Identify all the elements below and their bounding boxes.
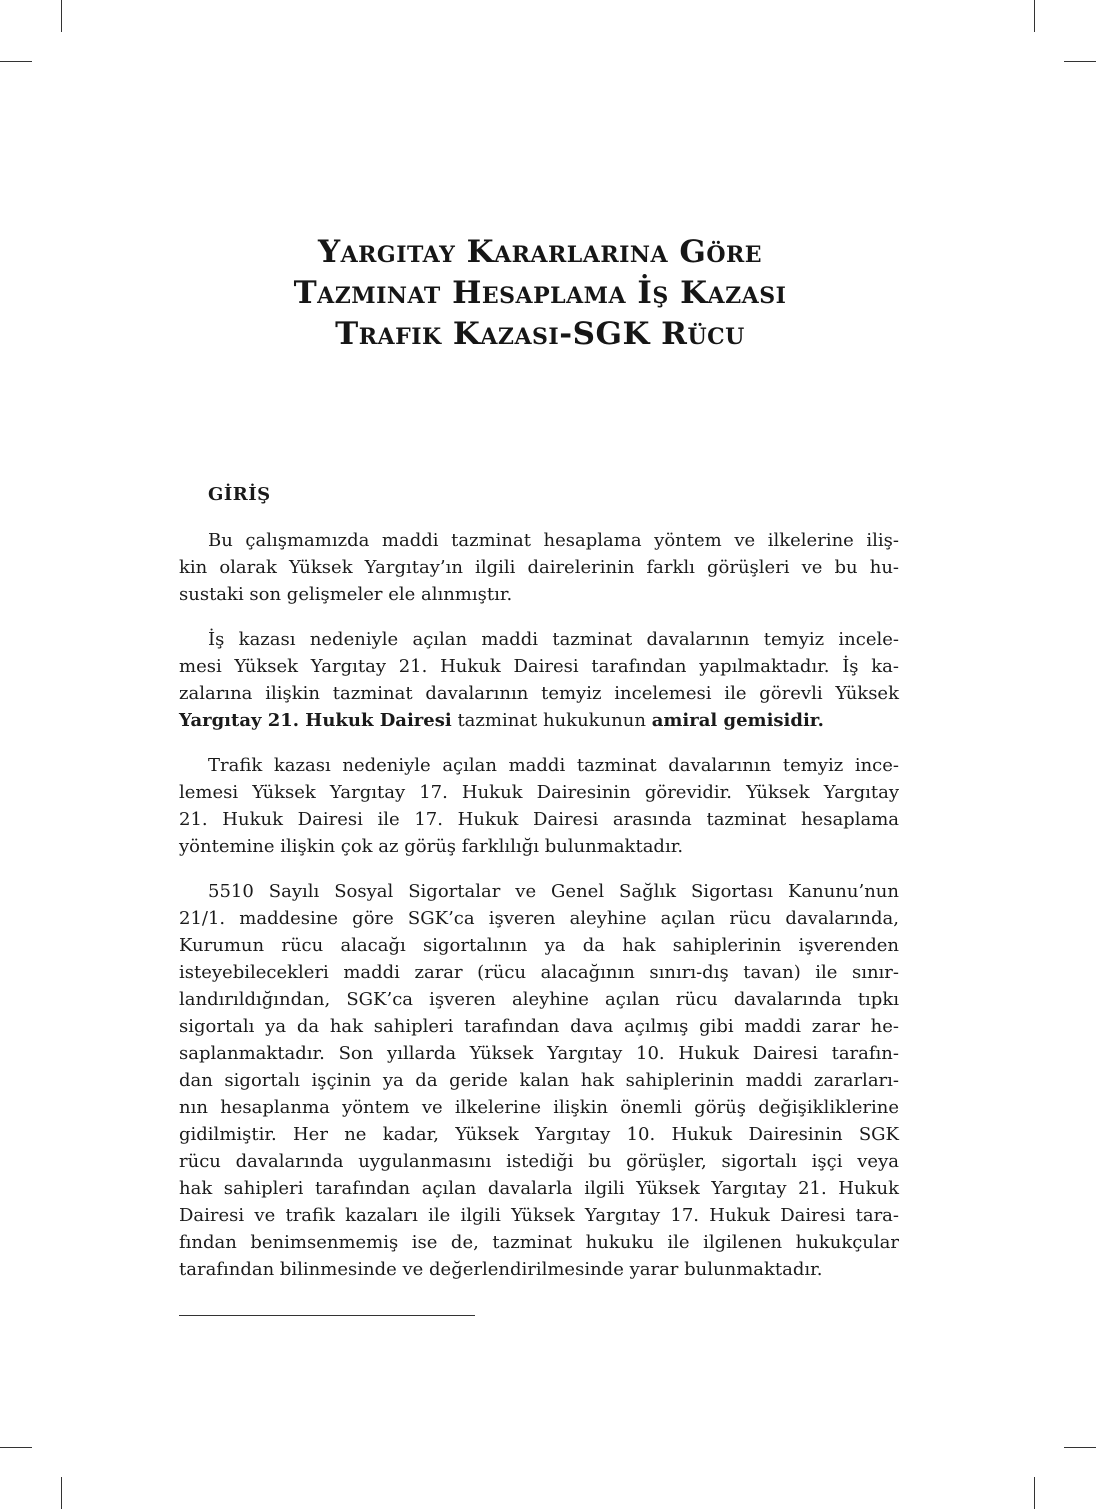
p4-line-4: isteyebilecekleri maddi zarar (rücu alacağının sınırı-dış tavan) ile sınır-	[179, 962, 899, 983]
p4-line-10: gidilmiştir. Her ne kadar, Yüksek Yargıtay 10. Hukuk Dairesinin SGK	[179, 1124, 899, 1145]
p4-line-6: sigortalı ya da hak sahipleri tarafından dava açılmış gibi maddi zarar he-	[179, 1016, 899, 1037]
p4-line-12: hak sahipleri tarafından açılan davalarla ilgili Yüksek Yargıtay 21. Hukuk	[179, 1178, 899, 1199]
p4-line-13: Dairesi ve trafik kazaları ile ilgili Yüksek Yargıtay 17. Hukuk Dairesi tara-	[179, 1205, 899, 1226]
p3-line-2: lemesi Yüksek Yargıtay 17. Hukuk Dairesinin görevidir. Yüksek Yargıtay	[179, 782, 899, 803]
p2-line-4-mid: tazminat hukukunun	[451, 710, 652, 731]
body-text	[179, 527, 899, 1301]
title-line-3: Trafık Kazası-SGK Rücu	[335, 316, 745, 352]
crop-mark-top-left-v	[61, 0, 62, 32]
p4-line-11: rücu davalarında uygulanmasını istediği bu görüşler, sigortalı işçi veya	[179, 1151, 899, 1172]
p2-line-3: zalarına ilişkin tazminat davalarının temyiz incelemesi ile görevli Yüksek	[179, 683, 899, 704]
crop-mark-bottom-left-h	[0, 1447, 32, 1448]
crop-mark-bottom-right-v	[1034, 1477, 1035, 1509]
p4-line-7: saplanmaktadır. Son yıllarda Yüksek Yargıtay 10. Hukuk Dairesi tarafın-	[179, 1043, 899, 1064]
p4-line-14: fından benimsenmemiş ise de, tazminat hukuku ile ilgilenen hukukçular	[179, 1232, 899, 1253]
p4-line-8: dan sigortalı işçinin ya da geride kalan hak sahiplerinin maddi zararları-	[179, 1070, 899, 1091]
p1-line-3: sustaki son gelişmeler ele alınmıştır.	[179, 584, 513, 605]
footnote-rule	[179, 1315, 475, 1316]
paragraph-4	[179, 878, 899, 1283]
p4-line-15: tarafından bilinmesinde ve değerlendirilmesinde yarar bulunmaktadır.	[179, 1259, 823, 1280]
chapter-title	[150, 232, 930, 355]
bold-flagship: amiral gemisidir.	[651, 710, 824, 731]
p2-line-4	[179, 707, 899, 734]
bold-court-name: Yargıtay 21. Hukuk Dairesi	[179, 710, 452, 731]
p2-line-1: İş kazası nedeniyle açılan maddi tazminat davalarının temyiz incele-	[208, 629, 899, 650]
paragraph-2	[179, 626, 899, 734]
p3-line-3: 21. Hukuk Dairesi ile 17. Hukuk Dairesi arasında tazminat hesaplama	[179, 809, 899, 830]
crop-mark-top-right-h	[1064, 61, 1096, 62]
p3-line-1: Trafik kazası nedeniyle açılan maddi tazminat davalarının temyiz ince-	[208, 755, 899, 776]
crop-mark-top-right-v	[1034, 0, 1035, 32]
p4-line-3: Kurumun rücu alacağı sigortalının ya da hak sahiplerinin işverenden	[179, 935, 899, 956]
title-line-2: Tazmınat Hesaplama İş Kazası	[293, 275, 787, 311]
crop-mark-bottom-left-v	[61, 1477, 62, 1509]
paragraph-3	[179, 752, 899, 860]
p4-line-2: 21/1. maddesine göre SGK’ca işveren aleyhine açılan rücu davalarında,	[179, 908, 899, 929]
p1-line-1: Bu çalışmamızda maddi tazminat hesaplama yöntem ve ilkelerine iliş-	[208, 530, 899, 551]
section-heading: GİRİŞ	[208, 484, 271, 505]
p4-line-5: landırıldığından, SGK’ca işveren aleyhine açılan rücu davalarında tıpkı	[179, 989, 899, 1010]
p4-line-1: 5510 Sayılı Sosyal Sigortalar ve Genel Sağlık Sigortası Kanunu’nun	[208, 881, 899, 902]
p3-line-4: yöntemine ilişkin çok az görüş farklılığı bulunmaktadır.	[179, 836, 684, 857]
p2-line-2: mesi Yüksek Yargıtay 21. Hukuk Dairesi tarafından yapılmaktadır. İş ka-	[179, 656, 899, 677]
p1-line-2: kin olarak Yüksek Yargıtay’ın ilgili dairelerinin farklı görüşleri ve bu hu-	[179, 557, 899, 578]
crop-mark-top-left-h	[0, 61, 32, 62]
title-line-1: Yargıtay Kararlarına Göre	[317, 234, 763, 270]
crop-mark-bottom-right-h	[1064, 1447, 1096, 1448]
p4-line-9: nın hesaplanma yöntem ve ilkelerine ilişkin önemli görüş değişikliklerine	[179, 1097, 899, 1118]
paragraph-1	[179, 527, 899, 608]
